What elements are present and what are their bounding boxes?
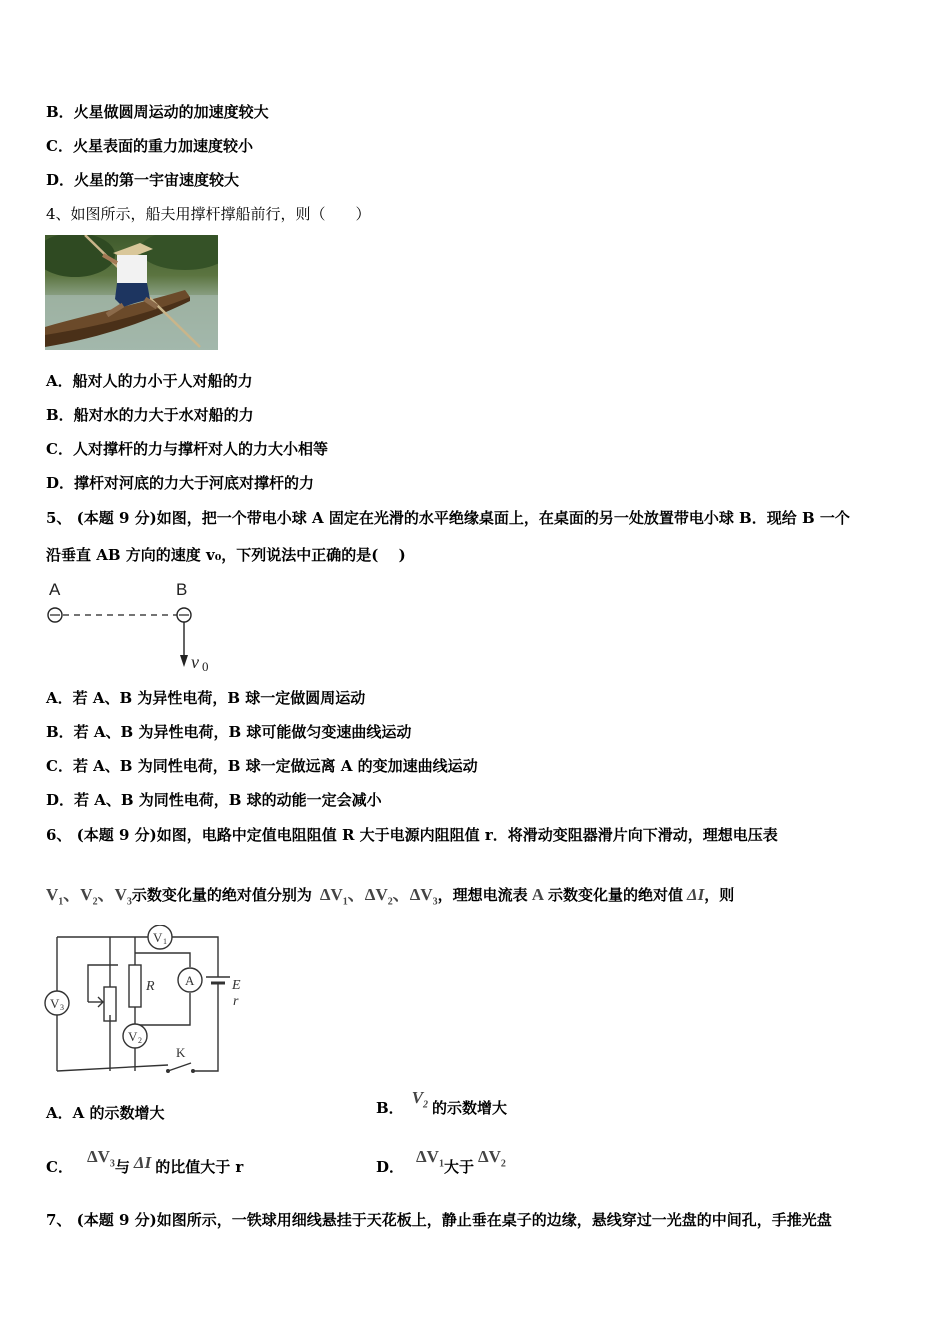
q4-stem: 4、如图所示，船夫用撑杆撑船前行，则（ ） (46, 205, 371, 223)
q4-option-a: A．船对人的力小于人对船的力 (46, 372, 253, 390)
q5-option-a: A．若 A、B 为异性电荷，B 球一定做圆周运动 (46, 689, 366, 707)
charge-a-label: A (49, 580, 61, 599)
velocity-subscript: 0 (202, 659, 209, 674)
q6-stem-line1: 6、 (本题 9 分)如图，电路中定值电阻阻值 R 大于电源内阻阻值 r．将滑动变阻器滑片向下滑动，理想电压表 (46, 826, 778, 844)
symbol-di-option: ΔI (133, 1153, 152, 1172)
svg-text:3: 3 (60, 1003, 64, 1012)
emf-label: E (232, 978, 241, 993)
q6-option-a: A．A 的示数增大 (46, 1104, 165, 1122)
q3-option-d: D．火星的第一宇宙速度较大 (46, 171, 240, 189)
q4-option-b: B．船对水的力大于水对船的力 (46, 406, 254, 424)
symbol-dv1: $\Delta V_1$ (319, 885, 348, 908)
symbol-dv1-option: $\Delta V_1$ (416, 1147, 444, 1170)
boatman-illustration (45, 235, 218, 350)
symbol-v2-option: $V_2$ (411, 1088, 429, 1111)
charge-b-label: B (176, 580, 188, 599)
symbol-di: ΔI (686, 885, 705, 904)
svg-text:V: V (50, 996, 60, 1011)
svg-text:2: 2 (138, 1036, 142, 1045)
internal-resistance-label: r (233, 994, 239, 1009)
switch-contact-right (191, 1069, 195, 1073)
symbol-v1: $V_1$ (46, 885, 64, 908)
switch-k (168, 1063, 191, 1071)
q6-option-b: B．$V_2$ 的示数增大 (376, 1088, 508, 1117)
symbol-v3: $V_3$ (114, 885, 132, 908)
symbol-a: A (531, 885, 544, 904)
q4-option-d: D．撑杆对河底的力大于河底对撑杆的力 (46, 474, 315, 492)
symbol-v2: $V_2$ (80, 885, 98, 908)
velocity-label: v (191, 652, 199, 672)
symbol-dv2: $\Delta V_2$ (364, 885, 393, 908)
circuit-diagram (40, 925, 255, 1075)
q5-stem-line2: 沿垂直 AB 方向的速度 v₀，下列说法中正确的是( ) (46, 546, 406, 564)
q5-option-c: C．若 A、B 为同性电荷，B 球一定做远离 A 的变加速曲线运动 (46, 757, 478, 775)
svg-text:A: A (185, 973, 195, 988)
q5-option-d: D．若 A、B 为同性电荷，B 球的动能一定会减小 (46, 791, 382, 809)
svg-text:V: V (153, 930, 163, 945)
q3-option-b: B．火星做圆周运动的加速度较大 (46, 103, 269, 121)
q6-option-c: C．$\Delta V_3$与 ΔI 的比值大于 r (46, 1147, 244, 1176)
charges-diagram (40, 575, 230, 675)
symbol-dv3: $\Delta V_3$ (409, 885, 438, 908)
boatman-photo (45, 235, 218, 350)
q3-option-c: C．火星表面的重力加速度较小 (46, 137, 253, 155)
svg-text:1: 1 (163, 937, 167, 946)
resistor-r-label: R (146, 979, 155, 994)
symbol-dv3-option: $\Delta V_3$ (86, 1147, 115, 1170)
symbol-dv2-option: $\Delta V_2$ (477, 1147, 506, 1170)
q6-stem-line2: $V_1$、$V_2$、$V_3$示数变化量的绝对值分别为 $\Delta V_1$、$\Delta V_2$、$\Delta V_3$，理想电流表 A 示数变化量的绝对值 ΔI，则 (46, 885, 735, 908)
q7-stem-line1: 7、 (本题 9 分)如图所示，一铁球用细线悬挂于天花板上，静止垂在桌子的边缘，悬线穿过一光盘的中间孔，手推光盘 (46, 1211, 832, 1229)
switch-label: K (176, 1045, 186, 1060)
q5-option-b: B．若 A、B 为异性电荷，B 球可能做匀变速曲线运动 (46, 723, 412, 741)
svg-text:V: V (128, 1029, 138, 1044)
q5-stem-line1: 5、 (本题 9 分)如图，把一个带电小球 A 固定在光滑的水平绝缘桌面上，在桌面的另一处放置带电小球 B．现给 B 一个 (46, 509, 850, 527)
q4-option-c: C．人对撑杆的力与撑杆对人的力大小相等 (46, 440, 328, 458)
q6-option-d: D．$\Delta V_1$大于$\Delta V_2$ (376, 1147, 506, 1176)
